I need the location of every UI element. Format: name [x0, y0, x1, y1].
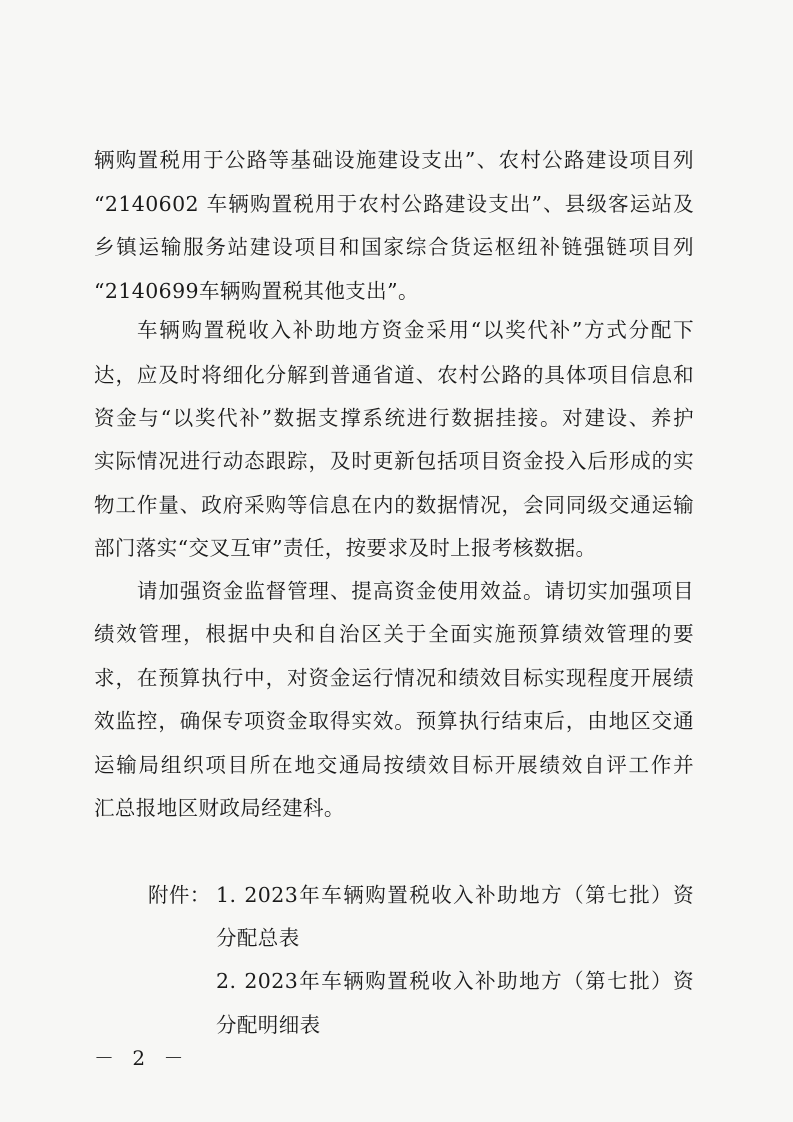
attachments-label: 附件：	[148, 883, 211, 907]
page-number: － 2 －	[94, 1046, 190, 1070]
attachment-title-line: 分配总表	[216, 926, 300, 950]
text-line: 达，应及时将细化分解到普通省道、农村公路的具体项目信息和	[94, 363, 694, 387]
attachment-title-line: 2. 2023年车辆购置税收入补助地方（第七批）资	[216, 969, 694, 993]
text-line: “2140699车辆购置税其他支出”。	[94, 279, 419, 303]
text-line: 运输局组织项目所在地交通局按绩效目标开展绩效自评工作并	[94, 753, 694, 777]
text-line: 实际情况进行动态跟踪，及时更新包括项目资金投入后形成的实	[94, 449, 694, 473]
attachment-title-line: 1. 2023年车辆购置税收入补助地方（第七批）资	[216, 883, 694, 907]
text-line: 辆购置税用于公路等基础设施建设支出”、农村公路建设项目列	[94, 148, 694, 172]
text-line: 求，在预算执行中，对资金运行情况和绩效目标实现程度开展绩	[94, 666, 694, 690]
attachment-title-line: 分配明细表	[216, 1013, 321, 1037]
text-line: 乡镇运输服务站建设项目和国家综合货运枢纽补链强链项目列	[94, 235, 694, 259]
text-line: 物工作量、政府采购等信息在内的数据情况，会同同级交通运输	[94, 493, 694, 517]
text-line: 效监控，确保专项资金取得实效。预算执行结束后，由地区交通	[94, 709, 694, 733]
text-line: 车辆购置税收入补助地方资金采用“以奖代补”方式分配下	[137, 318, 694, 342]
text-line: 汇总报地区财政局经建科。	[94, 796, 345, 820]
text-line: “2140602 车辆购置税用于农村公路建设支出”、县级客运站及	[94, 192, 694, 216]
text-line: 绩效管理，根据中央和自治区关于全面实施预算绩效管理的要	[94, 622, 694, 646]
text-line: 部门落实“交叉互审”责任，按要求及时上报考核数据。	[94, 536, 597, 560]
text-line: 请加强资金监督管理、提高资金使用效益。请切实加强项目	[137, 579, 694, 603]
text-line: 资金与“以奖代补”数据支撑系统进行数据挂接。对建设、养护	[94, 406, 694, 430]
